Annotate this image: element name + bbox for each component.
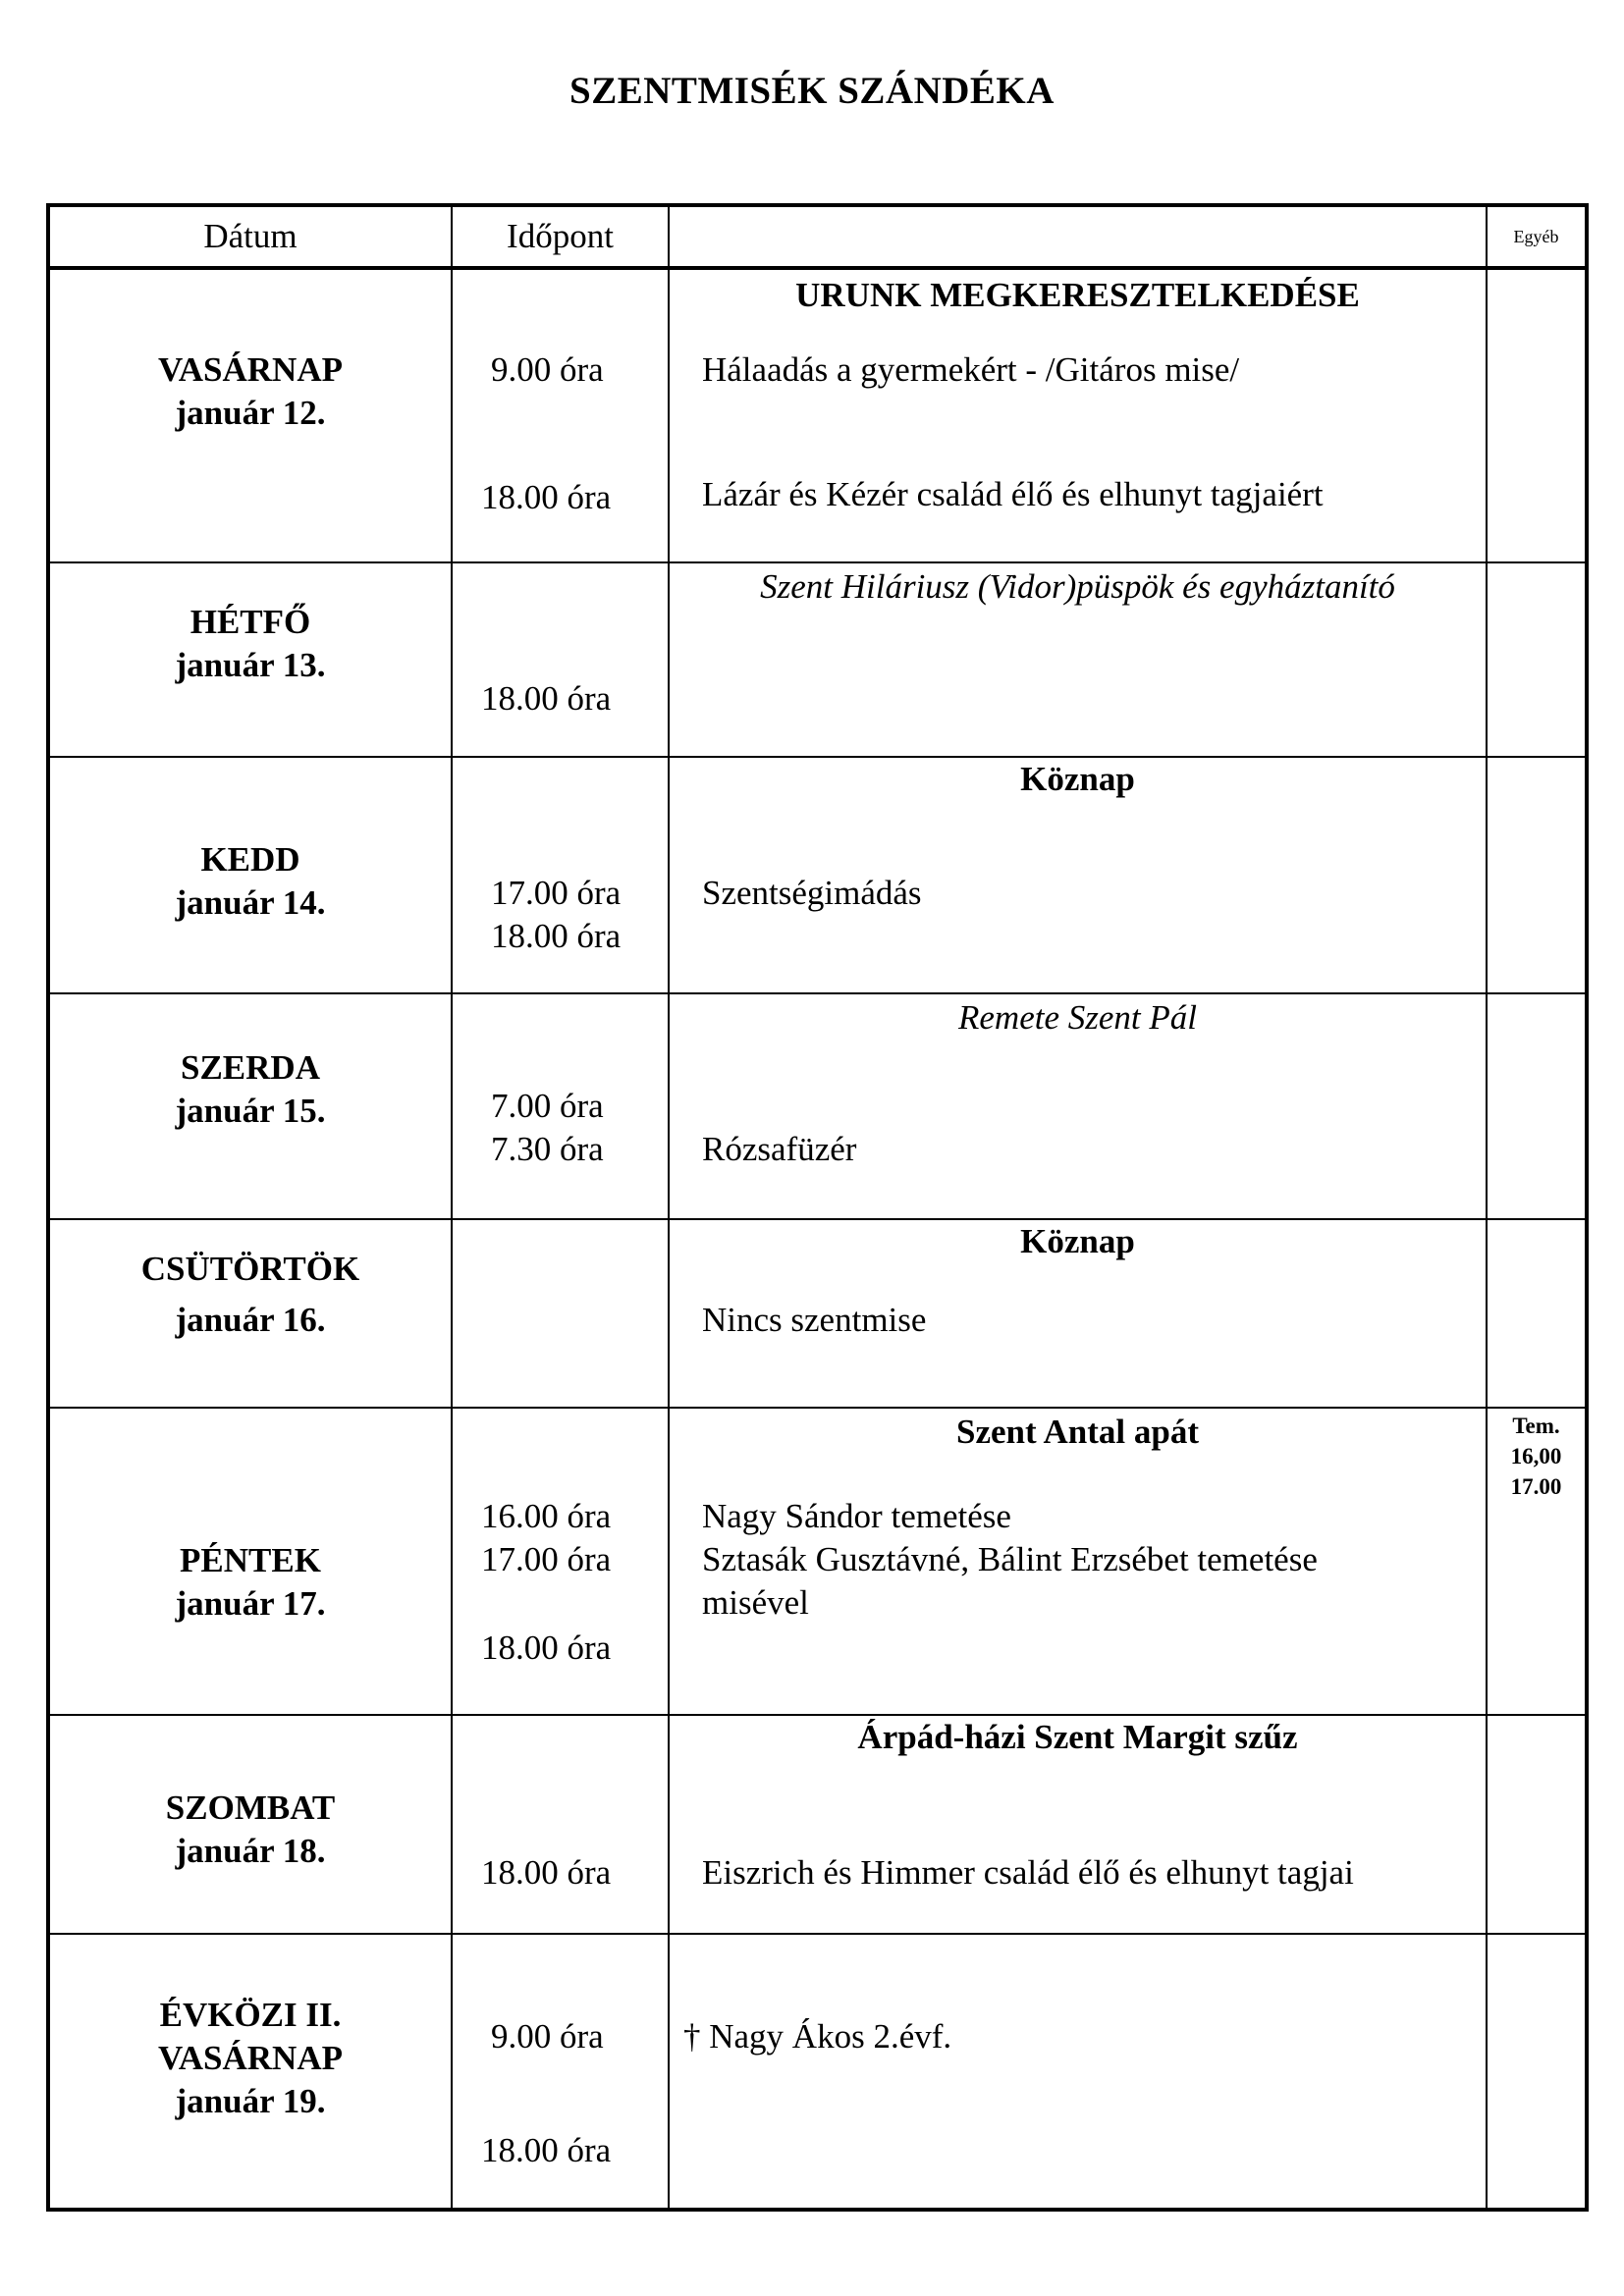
day-date: január 19. — [175, 2082, 326, 2120]
day-date: január 16. — [175, 1301, 326, 1339]
mass-intent: Szentségimádás — [702, 874, 922, 912]
day-name: PÉNTEK — [180, 1541, 321, 1579]
mass-time: 18.00 óra — [491, 917, 622, 955]
page-title: SZENTMISÉK SZÁNDÉKA — [569, 70, 1055, 112]
column-header-date: Dátum — [48, 205, 452, 268]
mass-time: 9.00 óra — [491, 2017, 604, 2056]
table-row — [48, 1219, 1587, 1408]
day-name: VASÁRNAP — [158, 350, 343, 389]
mass-time: 9.00 óra — [491, 350, 604, 389]
feast-title: Köznap — [1020, 760, 1135, 798]
table-header-row — [48, 205, 1587, 268]
mass-intent: † Nagy Ákos 2.évf. — [683, 2017, 952, 2056]
mass-intent: Sztasák Gusztávné, Bálint Erzsébet temetése — [702, 1540, 1318, 1578]
mass-intent: Rózsafüzér — [702, 1130, 857, 1168]
feast-title: URUNK MEGKERESZTELKEDÉSE — [795, 276, 1360, 314]
mass-time: 18.00 óra — [481, 679, 612, 718]
mass-time: 18.00 óra — [481, 2131, 612, 2169]
feast-title: Remete Szent Pál — [958, 998, 1197, 1037]
mass-schedule-table — [46, 203, 1589, 2212]
mass-intent: Nincs szentmise — [702, 1301, 927, 1339]
day-name: CSÜTÖRTÖK — [140, 1250, 360, 1288]
mass-intent: Nagy Sándor temetése — [702, 1497, 1011, 1535]
day-date: január 13. — [175, 646, 326, 684]
table-row — [48, 1715, 1587, 1934]
mass-intent: Lázár és Kézér család élő és elhunyt tagjaiért — [702, 475, 1324, 513]
day-date: január 14. — [175, 883, 326, 922]
other-note: Tem. — [1512, 1414, 1560, 1438]
mass-time: 18.00 óra — [481, 478, 612, 516]
day-date: január 15. — [175, 1092, 326, 1130]
column-header-other: Egyéb — [1487, 205, 1587, 268]
table-row — [48, 562, 1587, 757]
feast-title: Szent Hiláriusz (Vidor)püspök és egyháztanító — [760, 567, 1395, 606]
mass-time: 18.00 óra — [481, 1853, 612, 1892]
day-name: ÉVKÖZI II. — [159, 1996, 342, 2034]
table-row — [48, 1934, 1587, 2210]
mass-time: 17.00 óra — [481, 1540, 612, 1578]
mass-time: 7.00 óra — [491, 1087, 604, 1125]
table-row — [48, 1408, 1587, 1715]
day-name: SZOMBAT — [165, 1789, 336, 1827]
mass-intent: Hálaadás a gyermekért - /Gitáros mise/ — [702, 350, 1240, 389]
mass-intent: misével — [702, 1583, 809, 1622]
day-date: január 17. — [175, 1584, 326, 1623]
other-note: 17.00 — [1510, 1474, 1562, 1499]
table-row — [48, 757, 1587, 993]
column-header-time: Időpont — [452, 205, 669, 268]
day-name: KEDD — [200, 840, 300, 879]
feast-title: Köznap — [1020, 1222, 1135, 1260]
mass-intent: Eiszrich és Himmer család élő és elhunyt tagjai — [702, 1853, 1354, 1892]
feast-title: Árpád-házi Szent Margit szűz — [857, 1718, 1298, 1756]
day-name: HÉTFŐ — [189, 603, 311, 641]
feast-title: Szent Antal apát — [956, 1413, 1199, 1451]
mass-time: 18.00 óra — [481, 1629, 612, 1667]
mass-time: 17.00 óra — [491, 874, 622, 912]
table-row — [48, 993, 1587, 1219]
column-header-intent — [669, 205, 1487, 268]
day-date: január 12. — [175, 394, 326, 432]
table-row — [48, 268, 1587, 562]
mass-time: 16.00 óra — [481, 1497, 612, 1535]
day-name: VASÁRNAP — [158, 2039, 343, 2077]
day-name: SZERDA — [181, 1048, 320, 1087]
day-date: január 18. — [175, 1832, 326, 1870]
other-note: 16,00 — [1510, 1444, 1562, 1468]
mass-time: 7.30 óra — [491, 1130, 604, 1168]
